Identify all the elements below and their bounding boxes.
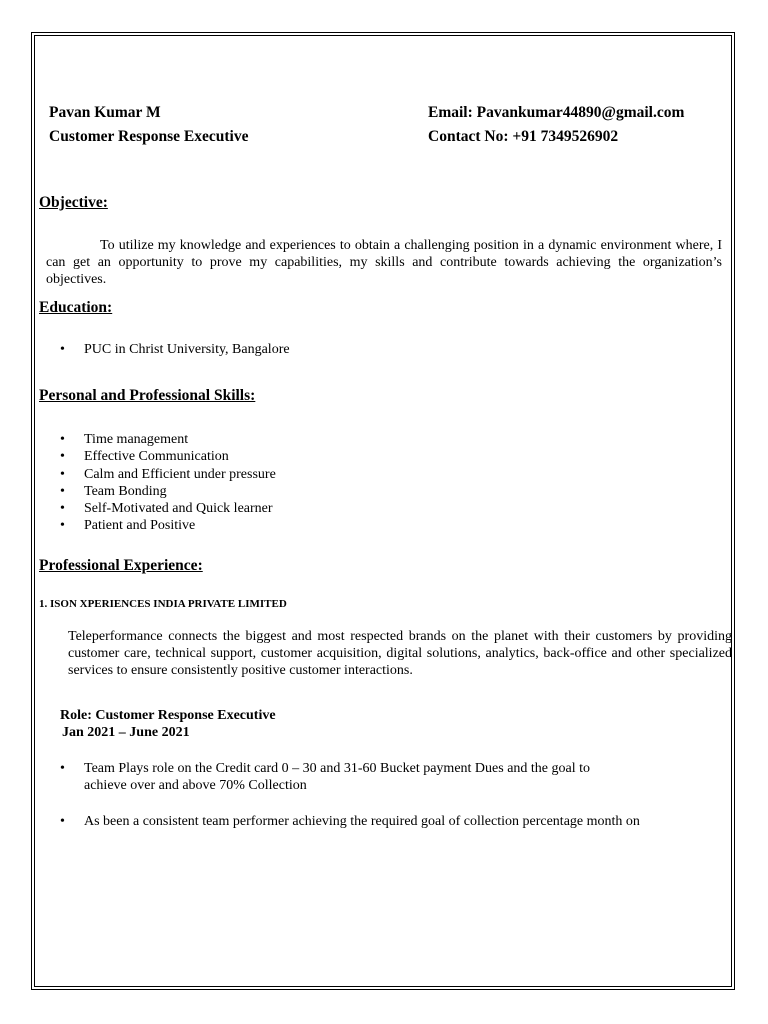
candidate-contact: Contact No: +91 7349526902: [428, 128, 619, 145]
company-name: 1. ISON XPERIENCES INDIA PRIVATE LIMITED: [39, 598, 287, 610]
education-list: [60, 341, 290, 358]
objective-text: To utilize my knowledge and experiences to obtain a challenging position in a dynamic environment where, I can get an opportunity to prove my capabilities, my skills and contribute towards achieving the organization’s objectives.: [46, 238, 722, 287]
education-heading: Education:: [39, 299, 113, 316]
objective-heading: Objective:: [39, 194, 108, 211]
skills-list: [60, 431, 276, 535]
list-item: • Self-Motivated and Quick learner: [60, 500, 276, 517]
list-item: [60, 760, 590, 795]
list-item: • As been a consistent team performer achieving the required goal of collection percentage month on: [60, 813, 640, 830]
role-title: Role: Customer Response Executive: [60, 708, 276, 723]
skills-heading: Personal and Professional Skills:: [39, 387, 256, 404]
list-item: • Team Bonding: [60, 483, 276, 500]
list-item: • Calm and Efficient under pressure: [60, 466, 276, 483]
candidate-title: Customer Response Executive: [49, 128, 249, 145]
list-item: • Time management: [60, 431, 276, 448]
duties-list: [60, 760, 590, 795]
candidate-name: Pavan Kumar M: [49, 104, 161, 121]
role-period: Jan 2021 – June 2021: [62, 725, 190, 740]
company-description: Teleperformance connects the biggest and most respected brands on the planet with their customers by providing customer care, technical support, customer acquisition, digital solutions, analytics, back-office and other specialized services to ensure consistently positive customer interactions.: [68, 629, 732, 678]
experience-heading: Professional Experience:: [39, 557, 203, 574]
list-item: • Effective Communication: [60, 448, 276, 465]
list-item: • PUC in Christ University, Bangalore: [60, 341, 290, 358]
candidate-email: Email: Pavankumar44890@gmail.com: [428, 104, 685, 121]
duties-list-2: [60, 813, 640, 830]
duty-line: achieve over and above 70% Collection: [84, 778, 307, 794]
list-item: • Patient and Positive: [60, 517, 276, 534]
duty-line: Team Plays role on the Credit card 0 – 30 and 31-60 Bucket payment Dues and the goal to: [84, 761, 591, 776]
